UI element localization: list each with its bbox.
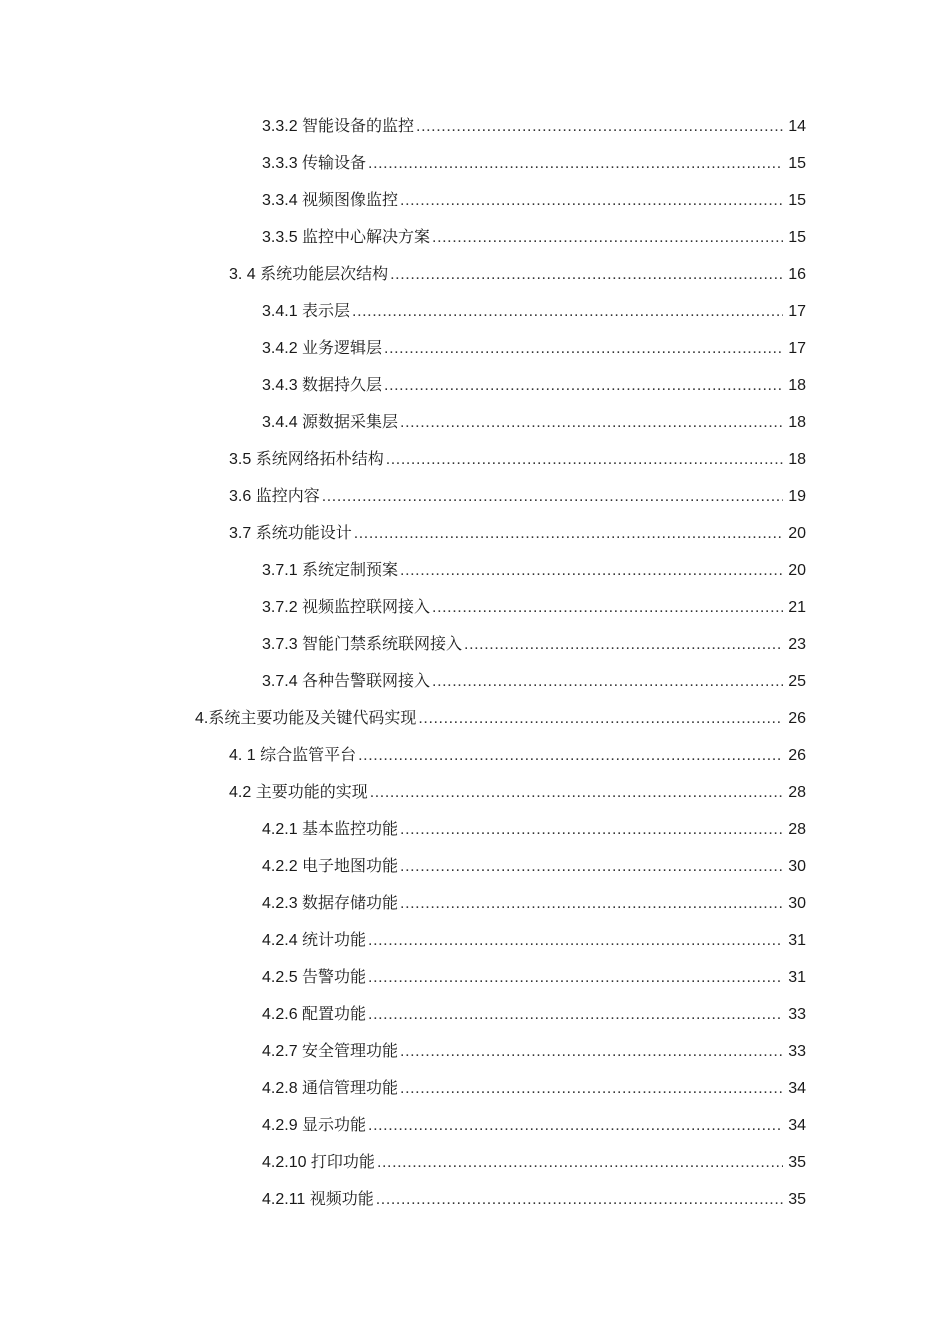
toc-entry-title: 4.2.11 视频功能 — [262, 1191, 374, 1208]
toc-entry[interactable] — [0, 1181, 950, 1218]
toc-entry-title: 3.3.5 监控中心解决方案 — [262, 229, 431, 246]
toc-entry-title: 4.2 主要功能的实现 — [229, 784, 368, 801]
toc-dot-leader — [384, 367, 783, 404]
toc-dot-leader — [386, 441, 783, 478]
toc-entry-title: 3.3.4 视频图像监控 — [262, 192, 399, 209]
table-of-contents — [0, 108, 950, 1218]
toc-dot-leader — [368, 145, 783, 182]
toc-page-number: 23 — [788, 636, 806, 653]
toc-entry-title: 4.2.4 统计功能 — [262, 932, 367, 949]
toc-dot-leader — [354, 515, 783, 552]
toc-entry[interactable] — [0, 330, 950, 367]
toc-page-number: 30 — [788, 895, 806, 912]
toc-page-number: 35 — [788, 1154, 806, 1171]
toc-entry-title: 3. 4 系统功能层次结构 — [229, 266, 389, 283]
toc-page-number: 20 — [788, 562, 806, 579]
toc-entry[interactable] — [0, 922, 950, 959]
toc-dot-leader — [368, 996, 783, 1033]
toc-entry[interactable] — [0, 219, 950, 256]
toc-entry[interactable] — [0, 1033, 950, 1070]
toc-dot-leader — [384, 330, 783, 367]
toc-page-number: 25 — [788, 673, 806, 690]
toc-entry-title: 3.6 监控内容 — [229, 488, 320, 505]
toc-dot-leader — [358, 737, 783, 774]
toc-page-number: 28 — [788, 784, 806, 801]
toc-page-number: 35 — [788, 1191, 806, 1208]
toc-page-number: 16 — [788, 266, 806, 283]
toc-dot-leader — [400, 885, 783, 922]
toc-entry-title: 4.2.5 告警功能 — [262, 969, 367, 986]
toc-dot-leader — [432, 219, 783, 256]
toc-dot-leader — [377, 1144, 783, 1181]
toc-entry[interactable] — [0, 182, 950, 219]
toc-entry-title: 4.2.8 通信管理功能 — [262, 1080, 399, 1097]
toc-entry-title: 3.4.2 业务逻辑层 — [262, 340, 383, 357]
toc-entry-title: 3.4.4 源数据采集层 — [262, 414, 399, 431]
toc-dot-leader — [400, 811, 783, 848]
toc-entry-title: 4.系统主要功能及关键代码实现 — [195, 710, 417, 727]
toc-page-number: 18 — [788, 414, 806, 431]
toc-dot-leader — [400, 404, 783, 441]
toc-page-number: 31 — [788, 969, 806, 986]
toc-page-number: 15 — [788, 229, 806, 246]
toc-entry[interactable] — [0, 1070, 950, 1107]
toc-page-number: 18 — [788, 451, 806, 468]
toc-dot-leader — [416, 108, 783, 145]
toc-entry-title: 4.2.10 打印功能 — [262, 1154, 375, 1171]
toc-entry-title: 4. 1 综合监管平台 — [229, 747, 357, 764]
toc-entry[interactable] — [0, 626, 950, 663]
toc-page-number: 20 — [788, 525, 806, 542]
toc-page-number: 14 — [788, 118, 806, 135]
toc-page-number: 19 — [788, 488, 806, 505]
toc-page-number: 15 — [788, 192, 806, 209]
toc-entry[interactable] — [0, 478, 950, 515]
toc-entry-title: 3.4.3 数据持久层 — [262, 377, 383, 394]
toc-page-number: 26 — [788, 747, 806, 764]
toc-entry[interactable] — [0, 108, 950, 145]
toc-entry[interactable] — [0, 996, 950, 1033]
toc-entry[interactable] — [0, 774, 950, 811]
toc-entry[interactable] — [0, 256, 950, 293]
toc-entry-title: 3.5 系统网络拓朴结构 — [229, 451, 384, 468]
toc-dot-leader — [370, 774, 783, 811]
toc-page-number: 15 — [788, 155, 806, 172]
toc-entry-title: 3.3.2 智能设备的监控 — [262, 118, 415, 135]
toc-dot-leader — [400, 1070, 783, 1107]
toc-page-number: 17 — [788, 340, 806, 357]
toc-entry[interactable] — [0, 1144, 950, 1181]
toc-dot-leader — [400, 848, 783, 885]
toc-page-number: 18 — [788, 377, 806, 394]
toc-dot-leader — [390, 256, 783, 293]
toc-entry-title: 3.7.2 视频监控联网接入 — [262, 599, 431, 616]
toc-entry-title: 3.4.1 表示层 — [262, 303, 351, 320]
toc-entry[interactable] — [0, 885, 950, 922]
toc-dot-leader — [322, 478, 783, 515]
toc-dot-leader — [368, 1107, 783, 1144]
toc-entry-title: 4.2.1 基本监控功能 — [262, 821, 399, 838]
toc-entry[interactable] — [0, 663, 950, 700]
toc-entry[interactable] — [0, 1107, 950, 1144]
toc-entry[interactable] — [0, 441, 950, 478]
toc-dot-leader — [376, 1181, 783, 1218]
toc-entry-title: 4.2.2 电子地图功能 — [262, 858, 399, 875]
toc-entry[interactable] — [0, 515, 950, 552]
toc-page-number: 34 — [788, 1080, 806, 1097]
toc-dot-leader — [432, 663, 783, 700]
toc-dot-leader — [400, 552, 783, 589]
toc-page-number: 34 — [788, 1117, 806, 1134]
toc-entry-title: 4.2.6 配置功能 — [262, 1006, 367, 1023]
toc-dot-leader — [368, 922, 783, 959]
toc-entry[interactable] — [0, 552, 950, 589]
toc-entry-title: 3.7.4 各种告警联网接入 — [262, 673, 431, 690]
toc-entry-title: 3.7.3 智能门禁系统联网接入 — [262, 636, 463, 653]
toc-entry[interactable] — [0, 404, 950, 441]
toc-entry[interactable] — [0, 811, 950, 848]
toc-entry[interactable] — [0, 959, 950, 996]
toc-entry-title: 4.2.3 数据存储功能 — [262, 895, 399, 912]
toc-dot-leader — [352, 293, 783, 330]
toc-page-number: 31 — [788, 932, 806, 949]
toc-entry[interactable] — [0, 700, 950, 737]
toc-entry[interactable] — [0, 589, 950, 626]
toc-dot-leader — [400, 182, 783, 219]
toc-entry[interactable] — [0, 848, 950, 885]
toc-entry-title: 3.7.1 系统定制预案 — [262, 562, 399, 579]
toc-page-number: 33 — [788, 1043, 806, 1060]
toc-entry[interactable] — [0, 293, 950, 330]
toc-entry[interactable] — [0, 737, 950, 774]
toc-page-number: 26 — [788, 710, 806, 727]
toc-entry[interactable] — [0, 145, 950, 182]
toc-entry-title: 4.2.7 安全管理功能 — [262, 1043, 399, 1060]
toc-dot-leader — [418, 700, 783, 737]
toc-page-number: 17 — [788, 303, 806, 320]
toc-dot-leader — [464, 626, 783, 663]
toc-dot-leader — [432, 589, 783, 626]
toc-entry-title: 3.7 系统功能设计 — [229, 525, 352, 542]
toc-entry[interactable] — [0, 367, 950, 404]
toc-page-number: 33 — [788, 1006, 806, 1023]
toc-entry-title: 3.3.3 传输设备 — [262, 155, 367, 172]
toc-dot-leader — [400, 1033, 783, 1070]
toc-dot-leader — [368, 959, 783, 996]
toc-entry-title: 4.2.9 显示功能 — [262, 1117, 367, 1134]
toc-page-number: 30 — [788, 858, 806, 875]
toc-page-number: 21 — [788, 599, 806, 616]
toc-page-number: 28 — [788, 821, 806, 838]
